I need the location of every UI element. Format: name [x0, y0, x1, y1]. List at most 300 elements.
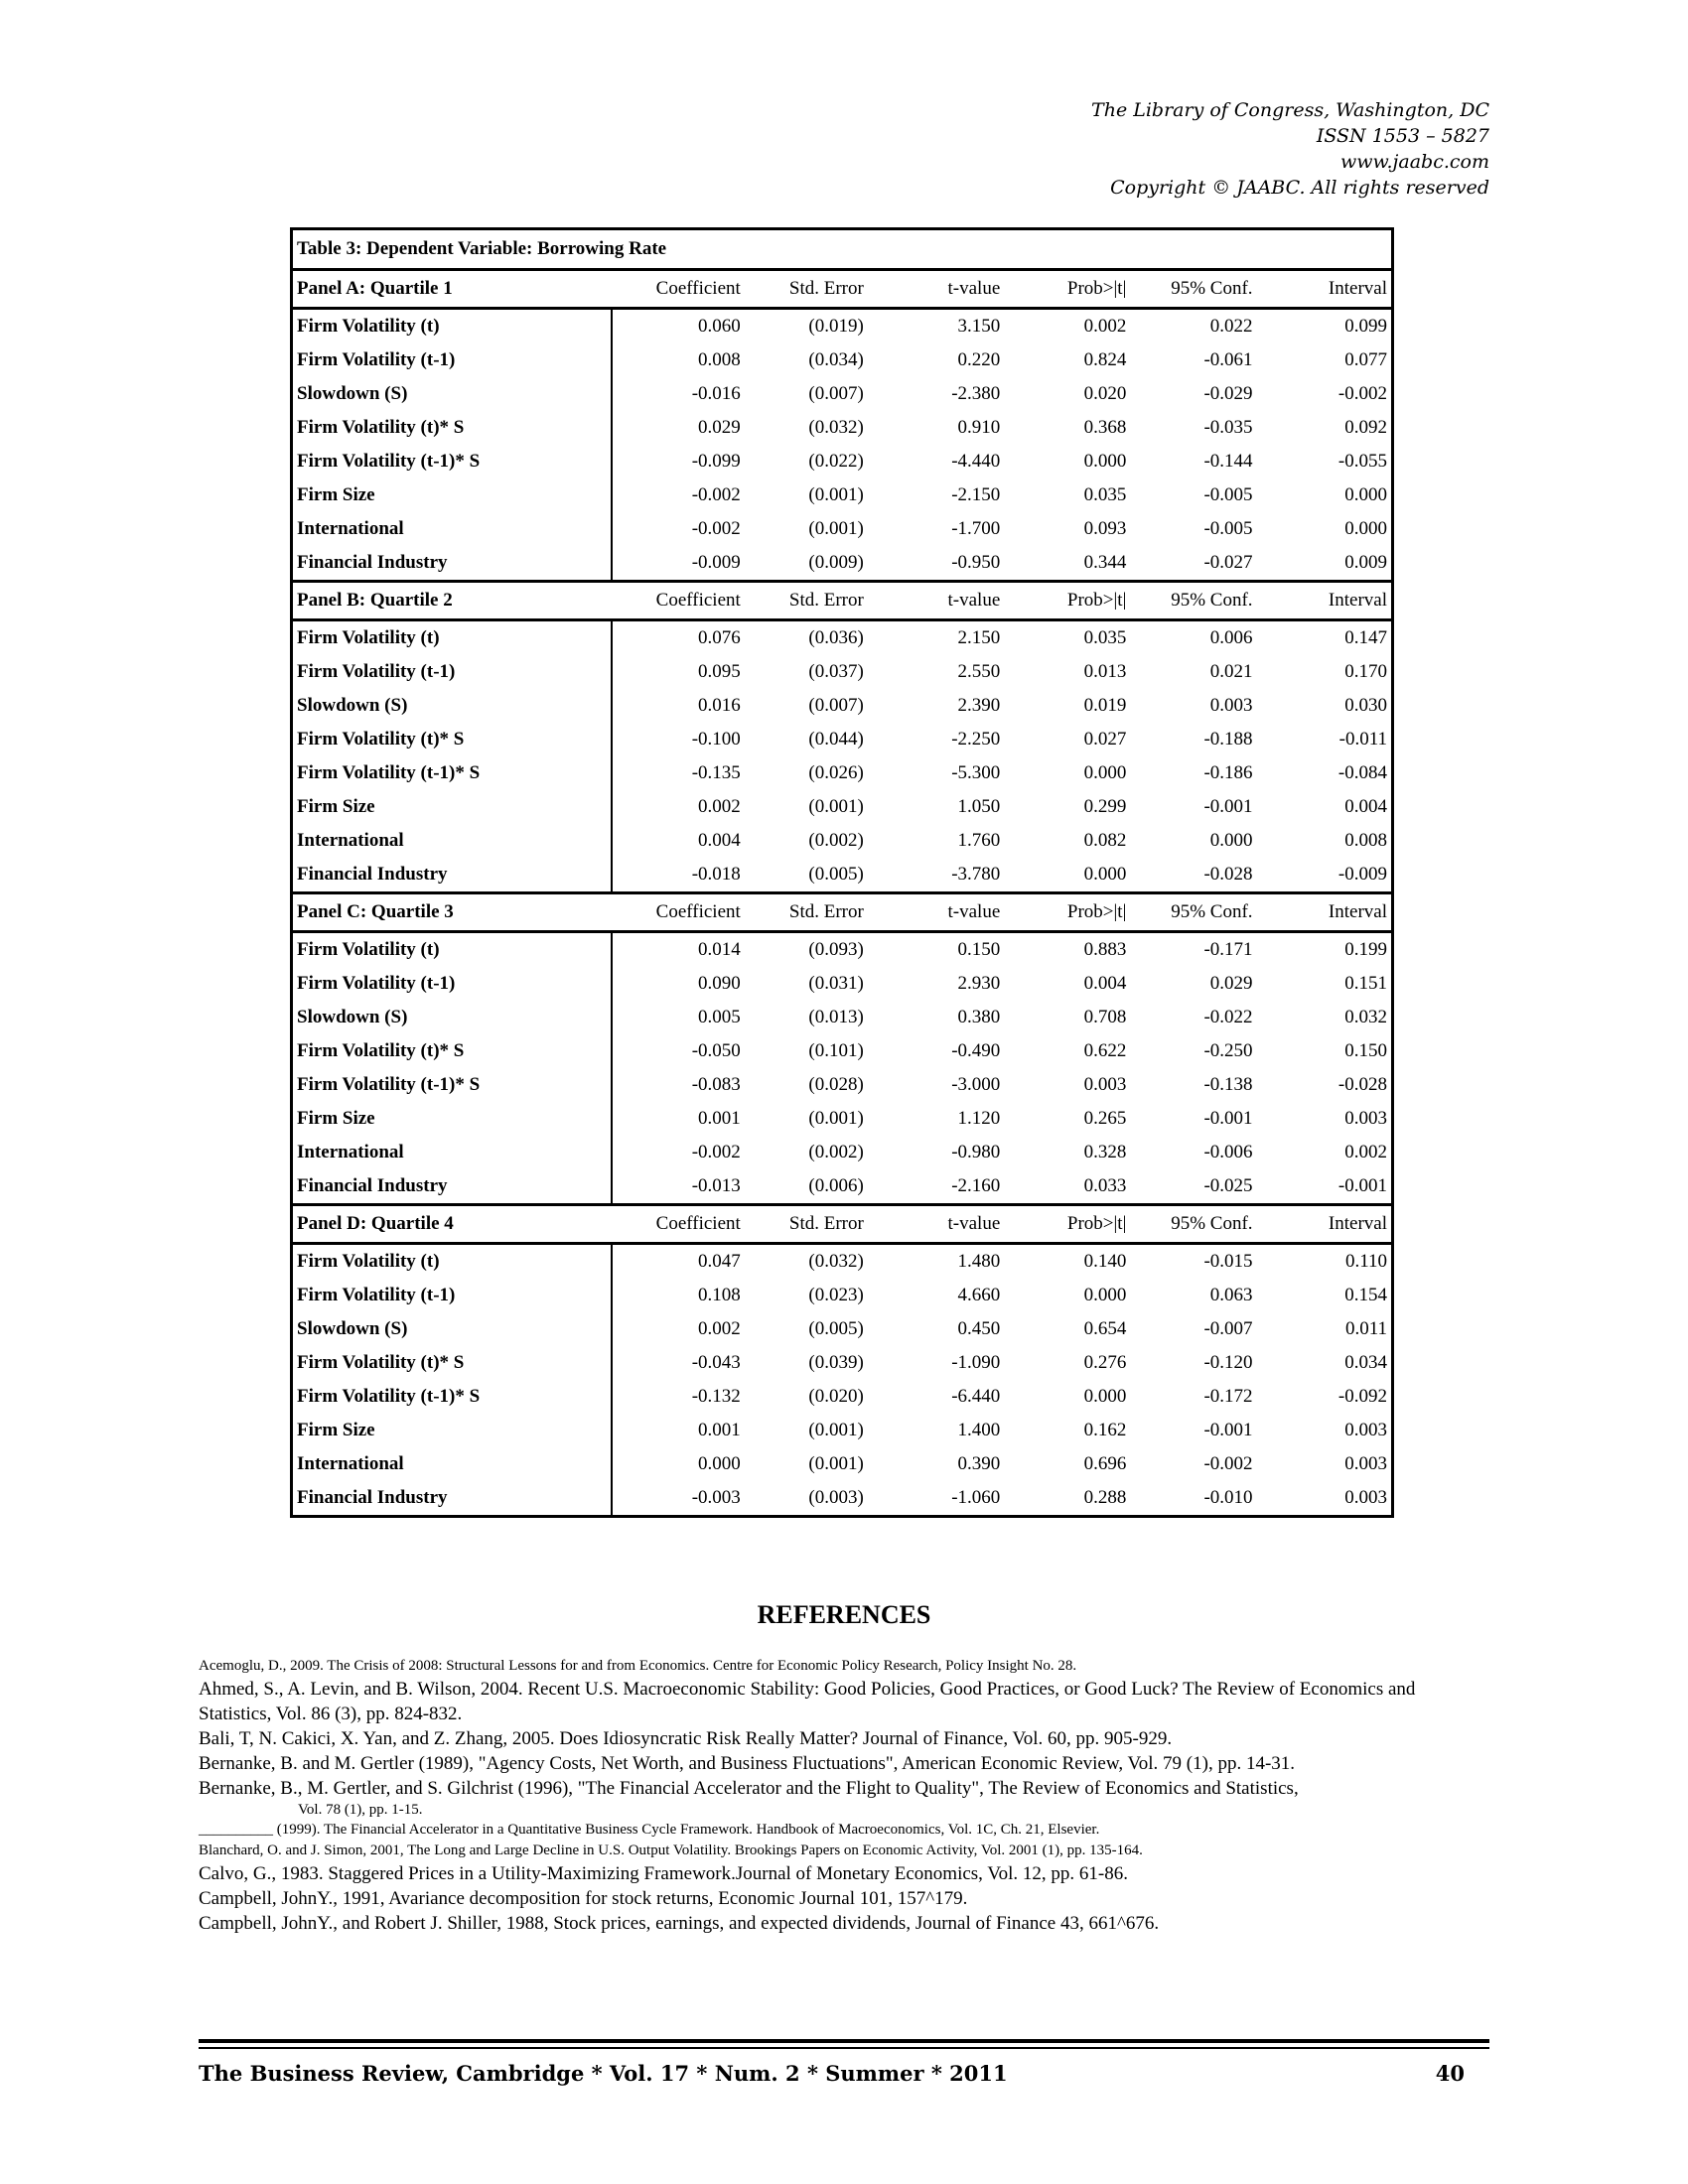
table-cell: -0.001 — [1203, 1108, 1253, 1129]
table-cell: 0.002 — [1344, 1142, 1387, 1162]
table-row — [292, 1279, 1393, 1312]
table-cell: 0.001 — [698, 1420, 741, 1440]
table-cell: 0.110 — [1344, 1251, 1387, 1272]
table-cell: -0.132 — [691, 1386, 741, 1407]
table-row — [292, 967, 1393, 1001]
table-cell: 0.077 — [1344, 349, 1387, 370]
table-cell: -0.006 — [1203, 1142, 1253, 1162]
table-cell: -0.084 — [1337, 762, 1387, 783]
table-cell: -0.171 — [1203, 939, 1253, 960]
row-label: Firm Volatility (t) — [292, 620, 613, 656]
table-cell: (0.023) — [808, 1285, 864, 1305]
table-cell: 0.021 — [1209, 661, 1253, 682]
table-row — [292, 932, 1393, 968]
column-header: Std. Error — [745, 893, 868, 932]
table-cell: -0.027 — [1203, 552, 1253, 573]
table-cell: -0.186 — [1203, 762, 1253, 783]
row-label: Firm Size — [292, 1414, 613, 1447]
table-cell: -0.028 — [1337, 1074, 1387, 1095]
table-cell: -0.016 — [691, 383, 741, 404]
table-cell: (0.037) — [808, 661, 864, 682]
table-row — [292, 655, 1393, 689]
table-cell: 0.265 — [1083, 1108, 1127, 1129]
row-label: Financial Industry — [292, 1481, 613, 1517]
table-cell: 0.006 — [1209, 627, 1253, 648]
table-cell: -3.000 — [951, 1074, 1001, 1095]
table-cell: -0.144 — [1203, 451, 1253, 472]
row-label: Firm Volatility (t)* S — [292, 723, 613, 756]
reference-entry: Calvo, G., 1983. Staggered Prices in a Utility-Maximizing Framework.Journal of Monetary Economics, Vol. 12, pp. 61-86. — [199, 1863, 1128, 1884]
table-cell: 0.063 — [1209, 1285, 1253, 1305]
table-cell: -0.050 — [691, 1040, 741, 1061]
table-cell: 0.162 — [1083, 1420, 1127, 1440]
table-cell: -0.043 — [691, 1352, 741, 1373]
table-cell: (0.001) — [808, 518, 864, 539]
table-cell: -1.090 — [951, 1352, 1001, 1373]
table-cell: (0.093) — [808, 939, 864, 960]
table-row — [292, 790, 1393, 824]
table-cell: 0.022 — [1209, 316, 1253, 337]
table-cell: -0.002 — [691, 1142, 741, 1162]
row-label: International — [292, 1447, 613, 1481]
table-cell: (0.013) — [808, 1007, 864, 1027]
row-label: Firm Volatility (t-1)* S — [292, 756, 613, 790]
table-cell: 0.035 — [1083, 484, 1127, 505]
table-cell: -0.002 — [1203, 1453, 1253, 1474]
table-row — [292, 1068, 1393, 1102]
table-cell: 0.003 — [1209, 695, 1253, 716]
column-header: 95% Conf. — [1130, 1205, 1256, 1244]
table-cell: 0.000 — [1344, 484, 1387, 505]
table-cell: 0.344 — [1083, 552, 1127, 573]
table-cell: -0.100 — [691, 729, 741, 750]
table-cell: -0.083 — [691, 1074, 741, 1095]
row-label: Slowdown (S) — [292, 1001, 613, 1034]
table-row — [292, 620, 1393, 656]
panel-title: Panel C: Quartile 3 — [292, 893, 613, 932]
table-cell: -0.135 — [691, 762, 741, 783]
row-label: Firm Volatility (t-1)* S — [292, 1380, 613, 1414]
table-row — [292, 512, 1393, 546]
table-cell: 0.014 — [698, 939, 741, 960]
row-label: Firm Volatility (t) — [292, 1244, 613, 1280]
table-cell: -4.440 — [951, 451, 1001, 472]
table-cell: 0.004 — [1083, 973, 1127, 994]
table-cell: 0.003 — [1344, 1108, 1387, 1129]
table-cell: -0.001 — [1337, 1175, 1387, 1196]
table-cell: -6.440 — [951, 1386, 1001, 1407]
table-cell: 0.288 — [1083, 1487, 1127, 1508]
regression-table — [290, 227, 1394, 1518]
table-cell: 0.047 — [698, 1251, 741, 1272]
table-cell: 0.003 — [1344, 1487, 1387, 1508]
table-cell: -0.980 — [951, 1142, 1001, 1162]
table-cell: 0.099 — [1344, 316, 1387, 337]
table-cell: -0.007 — [1203, 1318, 1253, 1339]
header-line-1: The Library of Congress, Washington, DC — [1091, 99, 1489, 121]
table-cell: 0.824 — [1083, 349, 1127, 370]
panel-header-row — [292, 1205, 1393, 1244]
table-cell: 0.380 — [957, 1007, 1001, 1027]
table-cell: 0.150 — [957, 939, 1001, 960]
table-cell: -2.150 — [951, 484, 1001, 505]
table-cell: 0.390 — [957, 1453, 1001, 1474]
table-cell: (0.044) — [808, 729, 864, 750]
table-cell: 0.082 — [1083, 830, 1127, 851]
row-label: Firm Volatility (t) — [292, 309, 613, 344]
table-cell: 0.002 — [698, 796, 741, 817]
table-cell: 0.004 — [698, 830, 741, 851]
table-cell: 0.910 — [957, 417, 1001, 438]
table-cell: 0.150 — [1344, 1040, 1387, 1061]
column-header: 95% Conf. — [1130, 582, 1256, 620]
table-row — [292, 689, 1393, 723]
table-cell: 0.016 — [698, 695, 741, 716]
row-label: Firm Volatility (t-1) — [292, 967, 613, 1001]
table-cell: -0.009 — [691, 552, 741, 573]
footer-rule — [199, 2039, 1489, 2043]
table-row — [292, 445, 1393, 478]
references-heading: REFERENCES — [757, 1600, 931, 1629]
table-cell: 1.120 — [957, 1108, 1001, 1129]
table-cell: -0.013 — [691, 1175, 741, 1196]
column-header: t-value — [868, 1205, 1004, 1244]
table-cell: -0.490 — [951, 1040, 1001, 1061]
table-cell: 0.883 — [1083, 939, 1127, 960]
table-cell: 0.450 — [957, 1318, 1001, 1339]
row-label: Firm Volatility (t)* S — [292, 411, 613, 445]
table-cell: 0.000 — [1344, 518, 1387, 539]
table-cell: (0.006) — [808, 1175, 864, 1196]
reference-entry: Blanchard, O. and J. Simon, 2001, The Long and Large Decline in U.S. Output Volatility. Brookings Papers on Economic Activity, Vol. 2001 (1), pp. 135-164. — [199, 1843, 1143, 1858]
table-cell: 0.060 — [698, 316, 741, 337]
table-cell: -0.002 — [691, 484, 741, 505]
column-header: Interval — [1257, 893, 1393, 932]
table-cell: 0.013 — [1083, 661, 1127, 682]
table-cell: 0.140 — [1083, 1251, 1127, 1272]
table-cell: -0.015 — [1203, 1251, 1253, 1272]
table-row — [292, 1001, 1393, 1034]
column-header: Prob>|t| — [1004, 893, 1130, 932]
table-cell: 0.002 — [1083, 316, 1127, 337]
table-cell: -0.009 — [1337, 864, 1387, 885]
row-label: International — [292, 512, 613, 546]
table-cell: 0.004 — [1344, 796, 1387, 817]
reference-entry: __________ (1999). The Financial Accelerator in a Quantitative Business Cycle Framework. Handbook of Macroeconomics, Vol. 1C, Ch. 21, Elsevier. — [199, 1822, 1100, 1838]
table-cell: -0.028 — [1203, 864, 1253, 885]
row-label: International — [292, 1136, 613, 1169]
table-cell: -0.029 — [1203, 383, 1253, 404]
column-header: Coefficient — [612, 582, 744, 620]
table-cell: -0.035 — [1203, 417, 1253, 438]
table-row — [292, 1136, 1393, 1169]
column-header: 95% Conf. — [1130, 893, 1256, 932]
table-cell: 2.930 — [957, 973, 1001, 994]
table-cell: -0.002 — [691, 518, 741, 539]
table-cell: -3.780 — [951, 864, 1001, 885]
table-cell: -0.138 — [1203, 1074, 1253, 1095]
table-cell: -0.120 — [1203, 1352, 1253, 1373]
running-header — [1091, 97, 1489, 201]
row-label: Firm Volatility (t) — [292, 932, 613, 968]
table-cell: 0.030 — [1344, 695, 1387, 716]
table-cell: -0.003 — [691, 1487, 741, 1508]
table-cell: 1.400 — [957, 1420, 1001, 1440]
table-cell: 0.076 — [698, 627, 741, 648]
table-cell: 0.000 — [1083, 1386, 1127, 1407]
page-number: 40 — [1435, 2061, 1465, 2086]
column-header: Interval — [1257, 1205, 1393, 1244]
row-label: Firm Volatility (t-1) — [292, 655, 613, 689]
table-cell: 0.328 — [1083, 1142, 1127, 1162]
column-header: Std. Error — [745, 270, 868, 309]
table-cell: -0.010 — [1203, 1487, 1253, 1508]
column-header: Std. Error — [745, 1205, 868, 1244]
table-cell: 0.020 — [1083, 383, 1127, 404]
table-cell: (0.034) — [808, 349, 864, 370]
table-row — [292, 1346, 1393, 1380]
table-cell: 0.009 — [1344, 552, 1387, 573]
table-cell: 0.696 — [1083, 1453, 1127, 1474]
table-row — [292, 1169, 1393, 1205]
table-cell: (0.001) — [808, 484, 864, 505]
table-cell: 0.654 — [1083, 1318, 1127, 1339]
table-cell: (0.026) — [808, 762, 864, 783]
table-cell: (0.019) — [808, 316, 864, 337]
table-cell: -2.250 — [951, 729, 1001, 750]
table-cell: -0.025 — [1203, 1175, 1253, 1196]
table-cell: 0.622 — [1083, 1040, 1127, 1061]
table-cell: 0.708 — [1083, 1007, 1127, 1027]
table-cell: (0.007) — [808, 695, 864, 716]
table-cell: (0.101) — [808, 1040, 864, 1061]
footer-rule-thin — [199, 2047, 1489, 2049]
table-cell: 0.299 — [1083, 796, 1127, 817]
row-label: Slowdown (S) — [292, 689, 613, 723]
table-cell: (0.022) — [808, 451, 864, 472]
row-label: Financial Industry — [292, 1169, 613, 1205]
table-cell: (0.032) — [808, 417, 864, 438]
table-cell: (0.028) — [808, 1074, 864, 1095]
table-cell: 0.090 — [698, 973, 741, 994]
table-cell: 0.000 — [1083, 864, 1127, 885]
table-cell: -0.005 — [1203, 518, 1253, 539]
reference-entry: Campbell, JohnY., 1991, Avariance decomposition for stock returns, Economic Journal 101, 157^179. — [199, 1888, 968, 1909]
panel-header-row — [292, 893, 1393, 932]
table-cell: -1.060 — [951, 1487, 1001, 1508]
table-cell: 0.092 — [1344, 417, 1387, 438]
table-cell: -0.061 — [1203, 349, 1253, 370]
column-header: Std. Error — [745, 582, 868, 620]
reference-entry: Campbell, JohnY., and Robert J. Shiller, 1988, Stock prices, earnings, and expected dividends, Journal of Finance 43, 661^676. — [199, 1913, 1160, 1934]
table-cell: -0.092 — [1337, 1386, 1387, 1407]
column-header: Interval — [1257, 582, 1393, 620]
table-cell: 0.000 — [1083, 1285, 1127, 1305]
header-line-3: www.jaabc.com — [1339, 151, 1489, 173]
panel-title: Panel A: Quartile 1 — [292, 270, 613, 309]
column-header: Prob>|t| — [1004, 582, 1130, 620]
table-cell: 0.001 — [698, 1108, 741, 1129]
table-cell: 0.029 — [1209, 973, 1253, 994]
row-label: Firm Volatility (t-1) — [292, 343, 613, 377]
table-cell: 0.003 — [1344, 1453, 1387, 1474]
row-label: Financial Industry — [292, 858, 613, 893]
row-label: Firm Size — [292, 790, 613, 824]
table-cell: -0.001 — [1203, 796, 1253, 817]
column-header: Coefficient — [612, 1205, 744, 1244]
table-cell: 0.008 — [1344, 830, 1387, 851]
table-row — [292, 309, 1393, 344]
column-header: Coefficient — [612, 893, 744, 932]
table-cell: 0.154 — [1344, 1285, 1387, 1305]
table-cell: (0.007) — [808, 383, 864, 404]
table-row — [292, 1244, 1393, 1280]
table-cell: -0.055 — [1337, 451, 1387, 472]
table-cell: (0.001) — [808, 1453, 864, 1474]
column-header: t-value — [868, 893, 1004, 932]
table-cell: 0.027 — [1083, 729, 1127, 750]
table-cell: 1.050 — [957, 796, 1001, 817]
table-cell: 0.008 — [698, 349, 741, 370]
table-cell: 3.150 — [957, 316, 1001, 337]
table-cell: 0.011 — [1344, 1318, 1387, 1339]
row-label: Financial Industry — [292, 546, 613, 582]
table-cell: (0.036) — [808, 627, 864, 648]
header-line-2: ISSN 1553 – 5827 — [1316, 125, 1489, 147]
table-row — [292, 546, 1393, 582]
header-line-4: Copyright © JAABC. All rights reserved — [1110, 177, 1489, 199]
table-cell: 0.095 — [698, 661, 741, 682]
table-cell: 4.660 — [957, 1285, 1001, 1305]
table-cell: -0.005 — [1203, 484, 1253, 505]
column-header: Prob>|t| — [1004, 1205, 1130, 1244]
table-cell: -0.001 — [1203, 1420, 1253, 1440]
table-cell: (0.020) — [808, 1386, 864, 1407]
table-cell: 0.033 — [1083, 1175, 1127, 1196]
table-cell: 0.002 — [698, 1318, 741, 1339]
panel-title: Panel B: Quartile 2 — [292, 582, 613, 620]
table-cell: (0.002) — [808, 830, 864, 851]
column-header: t-value — [868, 582, 1004, 620]
column-header: Prob>|t| — [1004, 270, 1130, 309]
row-label: Slowdown (S) — [292, 377, 613, 411]
reference-entry: Bernanke, B., M. Gertler, and S. Gilchrist (1996), "The Financial Accelerator and the Flight to Quality", The Review of Economics and Statistics, — [199, 1778, 1299, 1799]
row-label: Slowdown (S) — [292, 1312, 613, 1346]
row-label: Firm Volatility (t)* S — [292, 1346, 613, 1380]
table-cell: 0.147 — [1344, 627, 1387, 648]
panel-title: Panel D: Quartile 4 — [292, 1205, 613, 1244]
table-cell: -0.002 — [1337, 383, 1387, 404]
table-row — [292, 1481, 1393, 1517]
table-cell: -0.022 — [1203, 1007, 1253, 1027]
table-row — [292, 858, 1393, 893]
table-cell: 0.035 — [1083, 627, 1127, 648]
table-cell: 0.029 — [698, 417, 741, 438]
table-cell: -0.018 — [691, 864, 741, 885]
table-cell: (0.005) — [808, 864, 864, 885]
table-cell: 1.760 — [957, 830, 1001, 851]
reference-entry: Bali, T, N. Cakici, X. Yan, and Z. Zhang, 2005. Does Idiosyncratic Risk Really Matter? Journal of Finance, Vol. 60, pp. 905-929. — [199, 1728, 1173, 1749]
table-cell: -1.700 — [951, 518, 1001, 539]
column-header: Coefficient — [612, 270, 744, 309]
reference-entry: Vol. 78 (1), pp. 1-15. — [298, 1802, 423, 1818]
table-row — [292, 1312, 1393, 1346]
table-row — [292, 756, 1393, 790]
reference-entry: Acemoglu, D., 2009. The Crisis of 2008: Structural Lessons for and from Economics. Centre for Economic Policy Research, Policy Insight No. 28. — [199, 1658, 1077, 1674]
table-cell: (0.001) — [808, 796, 864, 817]
table-cell: -0.011 — [1338, 729, 1387, 750]
table-cell: 0.000 — [1083, 451, 1127, 472]
row-label: Firm Volatility (t-1) — [292, 1279, 613, 1312]
reference-entry: Bernanke, B. and M. Gertler (1989), "Agency Costs, Net Worth, and Business Fluctuations", American Economic Review, Vol. 79 (1), pp. 14-31. — [199, 1753, 1296, 1774]
table-cell: 0.368 — [1083, 417, 1127, 438]
footer-journal: The Business Review, Cambridge * Vol. 17 * Num. 2 * Summer * 2011 — [199, 2061, 1008, 2086]
table-row — [292, 1380, 1393, 1414]
table-cell: 0.199 — [1344, 939, 1387, 960]
reference-entry: Ahmed, S., A. Levin, and B. Wilson, 2004. Recent U.S. Macroeconomic Stability: Good Policies, Good Practices, or Good Luck? The Review of Economics and Statistics, Vol. 86 (3), pp. 824-832. — [199, 1679, 1416, 1724]
table-cell: 0.003 — [1083, 1074, 1127, 1095]
row-label: International — [292, 824, 613, 858]
table-cell: 2.550 — [957, 661, 1001, 682]
table-cell: 0.005 — [698, 1007, 741, 1027]
table-cell: (0.005) — [808, 1318, 864, 1339]
table-cell: 0.032 — [1344, 1007, 1387, 1027]
row-label: Firm Volatility (t)* S — [292, 1034, 613, 1068]
table-cell: 0.276 — [1083, 1352, 1127, 1373]
table-cell: 0.220 — [957, 349, 1001, 370]
row-label: Firm Size — [292, 1102, 613, 1136]
row-label: Firm Volatility (t-1)* S — [292, 445, 613, 478]
table-cell: (0.039) — [808, 1352, 864, 1373]
table-cell: (0.001) — [808, 1420, 864, 1440]
table-cell: 0.019 — [1083, 695, 1127, 716]
table-row — [292, 824, 1393, 858]
column-header: Interval — [1257, 270, 1393, 309]
table-cell: (0.009) — [808, 552, 864, 573]
table-row — [292, 723, 1393, 756]
panel-header-row — [292, 582, 1393, 620]
column-header: 95% Conf. — [1130, 270, 1256, 309]
table-row — [292, 1034, 1393, 1068]
table-cell: 0.000 — [1083, 762, 1127, 783]
row-label: Firm Size — [292, 478, 613, 512]
table-cell: 0.108 — [698, 1285, 741, 1305]
table-cell: 0.170 — [1344, 661, 1387, 682]
table-cell: -2.380 — [951, 383, 1001, 404]
table-cell: -0.250 — [1203, 1040, 1253, 1061]
table-cell: (0.003) — [808, 1487, 864, 1508]
references-list — [199, 1656, 1489, 1936]
table-cell: 0.034 — [1344, 1352, 1387, 1373]
panel-header-row — [292, 270, 1393, 309]
table-cell: 1.480 — [957, 1251, 1001, 1272]
table-cell: -0.950 — [951, 552, 1001, 573]
table-row — [292, 478, 1393, 512]
table-row — [292, 1447, 1393, 1481]
table-cell: -0.172 — [1203, 1386, 1253, 1407]
table-title: Table 3: Dependent Variable: Borrowing Rate — [292, 229, 1393, 270]
row-label: Firm Volatility (t-1)* S — [292, 1068, 613, 1102]
table-cell: -2.160 — [951, 1175, 1001, 1196]
table-row — [292, 411, 1393, 445]
table-cell: -0.188 — [1203, 729, 1253, 750]
table-cell: 2.390 — [957, 695, 1001, 716]
table-cell: 0.003 — [1344, 1420, 1387, 1440]
table-row — [292, 1102, 1393, 1136]
table-cell: 2.150 — [957, 627, 1001, 648]
table-cell: 0.000 — [698, 1453, 741, 1474]
table-cell: (0.031) — [808, 973, 864, 994]
